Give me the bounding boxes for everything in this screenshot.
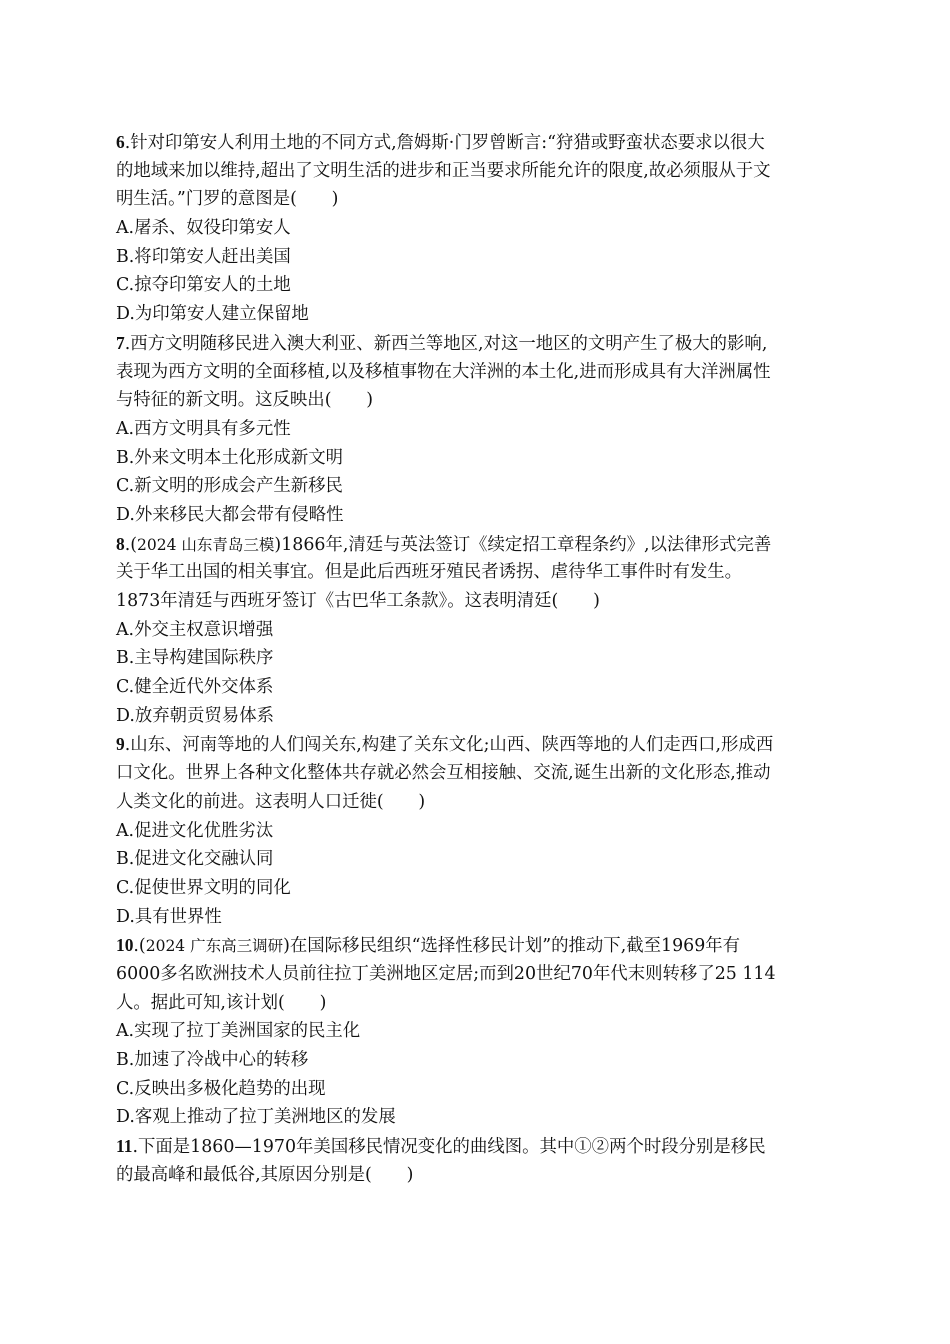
question-7-line-3: 与特征的新文明。这反映出( ) [116, 390, 374, 411]
question-number: 10 [116, 935, 134, 956]
question-8-line-3: 1873年清廷与西班牙签订《古巴华工条款》。这表明清廷( ) [116, 591, 600, 611]
question-number: 9 [116, 734, 125, 755]
question-11-line-2: 的最高峰和最低谷,其原因分别是( ) [116, 1164, 414, 1185]
question-10-line-2: 6000多名欧洲技术人员前往拉丁美洲地区定居;而到20世纪70年代末则转移了25 114 [116, 963, 776, 984]
question-10-line-3: 人。据此可知,该计划( ) [116, 992, 327, 1013]
option-a: A.屠杀、奴役印第安人 [116, 218, 291, 239]
question-7-line-1 [116, 329, 838, 358]
question-11 [116, 1132, 838, 1189]
question-source: 2024 广东高三调研 [145, 937, 284, 956]
question-text: .针对印第安人利用土地的不同方式,詹姆斯·门罗曾断言:“狩猎或野蛮状态要求以很大 [124, 133, 765, 153]
option-a: A.促进文化优胜劣汰 [116, 820, 274, 841]
question-8-line-1 [116, 530, 838, 559]
question-7 [116, 329, 838, 530]
question-9 [116, 730, 838, 931]
question-8 [116, 530, 838, 731]
questions-list [116, 128, 838, 1189]
question-number: 7 [116, 332, 125, 353]
question-10-line-1 [116, 931, 838, 960]
question-text: .下面是1860—1970年美国移民情况变化的曲线图。其中①②两个时段分别是移民 [132, 1137, 766, 1158]
question-9-line-3: 人类文化的前进。这表明人口迁徙( ) [116, 791, 426, 812]
question-text: )1866年,清廷与英法签订《续定招工章程条约》,以法律形式完善 [274, 534, 772, 555]
question-number: 8 [116, 533, 125, 554]
question-11-line-1 [116, 1132, 838, 1161]
option-c: C.促使世界文明的同化 [116, 877, 291, 898]
question-text: .西方文明随移民进入澳大利亚、新西兰等地区,对这一地区的文明产生了极大的影响, [124, 333, 768, 354]
option-a: A.西方文明具有多元性 [116, 418, 291, 439]
option-a: A.外交主权意识增强 [116, 619, 274, 640]
option-b: B.加速了冷战中心的转移 [116, 1050, 309, 1070]
option-d: D.放弃朝贡贸易体系 [116, 705, 274, 726]
source-open-paren: .( [124, 534, 138, 555]
question-7-line-2: 表现为西方文明的全面移植,以及移植事物在大洋洲的本土化,进而形成具有大洋洲属性 [116, 361, 771, 382]
question-6 [116, 128, 838, 329]
question-6-line-3: 明生活。”门罗的意图是( ) [116, 189, 339, 210]
option-c: C.反映出多极化趋势的出现 [116, 1078, 326, 1099]
option-b: B.外来文明本土化形成新文明 [116, 447, 343, 468]
option-d: D.为印第安人建立保留地 [116, 304, 309, 325]
option-c: C.健全近代外交体系 [116, 677, 274, 698]
question-source: 2024 山东青岛三模 [137, 535, 275, 554]
option-d: D.客观上推动了拉丁美洲地区的发展 [116, 1107, 396, 1128]
question-10 [116, 931, 838, 1132]
source-open-paren: .( [133, 936, 146, 957]
option-b: B.将印第安人赶出美国 [116, 246, 291, 267]
question-number: 11 [116, 1136, 133, 1157]
question-text: )在国际移民组织“选择性移民计划”的推动下,截至1969年有 [283, 936, 741, 957]
option-c: C.新文明的形成会产生新移民 [116, 476, 343, 497]
question-6-line-1 [116, 128, 838, 157]
question-text: .山东、河南等地的人们闯关东,构建了关东文化;山西、陕西等地的人们走西口,形成西 [124, 735, 774, 756]
option-d: D.外来移民大都会带有侵略性 [116, 504, 344, 525]
question-6-line-2: 的地域来加以维持,超出了文明生活的进步和正当要求所能允许的限度,故必须服从于文 [116, 160, 771, 181]
question-9-line-1 [116, 730, 838, 759]
question-8-line-2: 关于华工出国的相关事宜。但是此后西班牙殖民者诱拐、虐待华工事件时有发生。 [116, 562, 743, 583]
question-9-line-2: 口文化。世界上各种文化整体共存就必然会互相接触、交流,诞生出新的文化形态,推动 [116, 763, 771, 784]
option-b: B.促进文化交融认同 [116, 849, 274, 870]
question-number: 6 [116, 132, 125, 152]
option-a: A.实现了拉丁美洲国家的民主化 [116, 1021, 361, 1042]
option-b: B.主导构建国际秩序 [116, 648, 274, 669]
option-d: D.具有世界性 [116, 906, 222, 927]
option-c: C.掠夺印第安人的土地 [116, 275, 291, 296]
